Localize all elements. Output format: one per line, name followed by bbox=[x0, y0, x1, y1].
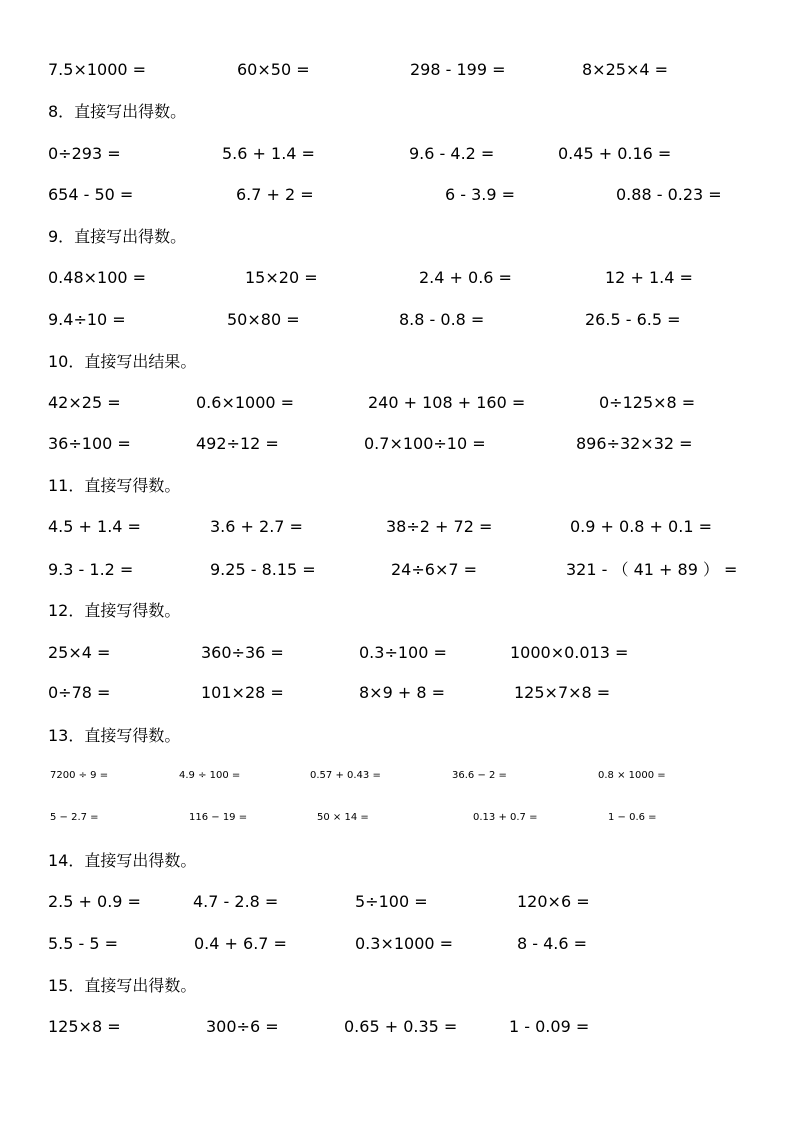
section-heading-15: 15．直接写出得数。 bbox=[48, 976, 197, 995]
problem-row-8b bbox=[0, 183, 794, 207]
problem-row-13a bbox=[0, 764, 794, 788]
problem: 24÷6×7 = bbox=[391, 560, 478, 579]
problem: 6.7 + 2 = bbox=[236, 185, 314, 204]
problem: 0.3÷100 = bbox=[359, 643, 447, 662]
problem-row-10a bbox=[0, 391, 794, 415]
problem: 298 - 199 = bbox=[410, 60, 506, 79]
problem: 5 − 2.7 = bbox=[50, 812, 99, 823]
problem: 0÷125×8 = bbox=[599, 393, 696, 412]
problem: 50 × 14 = bbox=[317, 812, 369, 823]
problem: 60×50 = bbox=[237, 60, 310, 79]
problem-row-10b bbox=[0, 432, 794, 456]
problem: 42×25 = bbox=[48, 393, 121, 412]
problem: 3.6 + 2.7 = bbox=[210, 517, 303, 536]
problem: 0.4 + 6.7 = bbox=[194, 934, 287, 953]
problem-row-9b bbox=[0, 308, 794, 332]
problem: 321 - （ 41 + 89 ） = bbox=[566, 560, 738, 579]
section-heading-10: 10．直接写出结果。 bbox=[48, 352, 197, 371]
problem: 5.6 + 1.4 = bbox=[222, 144, 315, 163]
problem: 8×9 + 8 = bbox=[359, 683, 446, 702]
problem: 116 − 19 = bbox=[189, 812, 248, 823]
problem: 125×7×8 = bbox=[514, 683, 611, 702]
problem: 25×4 = bbox=[48, 643, 111, 662]
problem: 0.6×1000 = bbox=[196, 393, 295, 412]
problem: 0.13 + 0.7 = bbox=[473, 812, 538, 823]
problem-row-12b bbox=[0, 681, 794, 705]
problem: 1000×0.013 = bbox=[510, 643, 629, 662]
problem: 2.4 + 0.6 = bbox=[419, 268, 512, 287]
problem: 0.45 + 0.16 = bbox=[558, 144, 672, 163]
problem: 7200 ÷ 9 = bbox=[50, 770, 109, 781]
section-heading-14: 14．直接写出得数。 bbox=[48, 851, 197, 870]
problem: 0.8 × 1000 = bbox=[598, 770, 666, 781]
problem: 0.7×100÷10 = bbox=[364, 434, 486, 453]
problem: 5÷100 = bbox=[355, 892, 428, 911]
problem-row-8a bbox=[0, 142, 794, 166]
problem: 9.4÷10 = bbox=[48, 310, 126, 329]
problem-row-12a bbox=[0, 641, 794, 665]
problem: 492÷12 = bbox=[196, 434, 279, 453]
problem: 2.5 + 0.9 = bbox=[48, 892, 141, 911]
problem: 0÷78 = bbox=[48, 683, 111, 702]
problem: 9.6 - 4.2 = bbox=[409, 144, 495, 163]
problem-row-9a bbox=[0, 266, 794, 290]
problem-row-11b bbox=[0, 558, 794, 582]
problem: 6 - 3.9 = bbox=[445, 185, 516, 204]
section-heading-12: 12．直接写得数。 bbox=[48, 601, 181, 620]
problem-row-14a bbox=[0, 890, 794, 914]
problem: 8×25×4 = bbox=[582, 60, 669, 79]
problem: 12 + 1.4 = bbox=[605, 268, 693, 287]
problem: 0.9 + 0.8 + 0.1 = bbox=[570, 517, 712, 536]
problem: 4.5 + 1.4 = bbox=[48, 517, 141, 536]
problem: 7.5×1000 = bbox=[48, 60, 147, 79]
problem: 1 - 0.09 = bbox=[509, 1017, 590, 1036]
problem: 38÷2 + 72 = bbox=[386, 517, 493, 536]
problem: 0.57 + 0.43 = bbox=[310, 770, 381, 781]
problem: 0.65 + 0.35 = bbox=[344, 1017, 458, 1036]
problem: 101×28 = bbox=[201, 683, 284, 702]
problem: 9.25 - 8.15 = bbox=[210, 560, 316, 579]
section-heading-9: 9．直接写出得数。 bbox=[48, 227, 187, 246]
problem-row-14b bbox=[0, 932, 794, 956]
problem: 4.7 - 2.8 = bbox=[193, 892, 279, 911]
problem-row-11a bbox=[0, 515, 794, 539]
section-heading-11: 11．直接写得数。 bbox=[48, 476, 181, 495]
problem: 8 - 4.6 = bbox=[517, 934, 588, 953]
problem-row-15a bbox=[0, 1015, 794, 1039]
problem: 360÷36 = bbox=[201, 643, 284, 662]
problem: 0.3×1000 = bbox=[355, 934, 454, 953]
problem: 50×80 = bbox=[227, 310, 300, 329]
problem: 9.3 - 1.2 = bbox=[48, 560, 134, 579]
problem: 0.48×100 = bbox=[48, 268, 147, 287]
section-heading-13: 13．直接写得数。 bbox=[48, 726, 181, 745]
problem: 4.9 ÷ 100 = bbox=[179, 770, 241, 781]
problem: 0÷293 = bbox=[48, 144, 121, 163]
problem: 1 − 0.6 = bbox=[608, 812, 657, 823]
problem: 36÷100 = bbox=[48, 434, 131, 453]
section-heading-8: 8．直接写出得数。 bbox=[48, 102, 187, 121]
problem: 240 + 108 + 160 = bbox=[368, 393, 526, 412]
problem: 15×20 = bbox=[245, 268, 318, 287]
problem-row-0 bbox=[0, 58, 794, 82]
problem-row-13b bbox=[0, 806, 794, 830]
problem: 300÷6 = bbox=[206, 1017, 279, 1036]
problem: 0.88 - 0.23 = bbox=[616, 185, 722, 204]
problem: 26.5 - 6.5 = bbox=[585, 310, 681, 329]
problem: 5.5 - 5 = bbox=[48, 934, 119, 953]
problem: 654 - 50 = bbox=[48, 185, 134, 204]
problem: 125×8 = bbox=[48, 1017, 121, 1036]
problem: 8.8 - 0.8 = bbox=[399, 310, 485, 329]
problem: 36.6 − 2 = bbox=[452, 770, 507, 781]
problem: 120×6 = bbox=[517, 892, 590, 911]
problem: 896÷32×32 = bbox=[576, 434, 693, 453]
